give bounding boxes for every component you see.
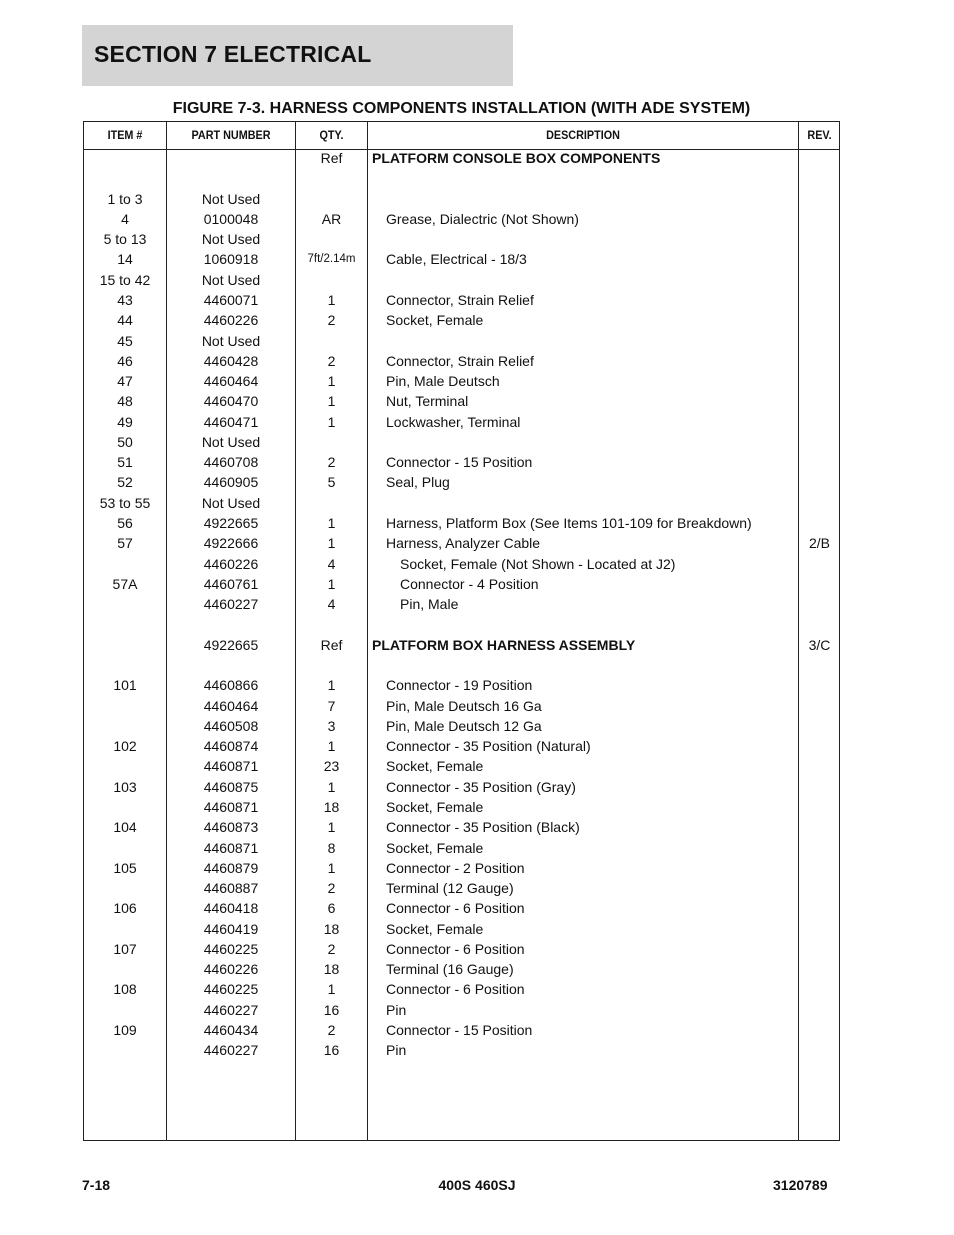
table-row — [84, 554, 839, 574]
part-number: 4460464 — [203, 373, 259, 390]
revision — [799, 655, 840, 675]
description: Terminal (16 Gauge) — [386, 961, 514, 978]
table-row — [84, 1040, 839, 1060]
part-number — [167, 168, 295, 188]
header-item: ITEM # — [107, 128, 143, 142]
item-number: 53 to 55 — [99, 494, 151, 511]
part-number: 4460428 — [203, 352, 259, 369]
part-number: 4460226 — [203, 961, 259, 978]
header-description: DESCRIPTION — [546, 128, 620, 142]
revision — [799, 249, 840, 269]
table-row — [84, 493, 839, 513]
table-row — [84, 797, 839, 817]
table-row — [84, 858, 839, 878]
item-number — [84, 1000, 166, 1020]
revision — [799, 797, 840, 817]
quantity — [296, 270, 367, 290]
part-number: Not Used — [201, 271, 261, 288]
revision — [799, 229, 840, 249]
revision — [799, 432, 840, 452]
quantity: 1 — [327, 373, 336, 390]
description — [368, 614, 798, 634]
table-row — [84, 716, 839, 736]
revision — [799, 777, 840, 797]
item-number — [84, 1040, 166, 1060]
part-number: Not Used — [201, 494, 261, 511]
description: Connector - 4 Position — [400, 575, 539, 592]
description: Socket, Female — [386, 758, 484, 775]
quantity: 1 — [327, 291, 336, 308]
description: Seal, Plug — [386, 474, 450, 491]
description — [368, 331, 798, 351]
quantity: 4 — [327, 555, 336, 572]
description: PLATFORM BOX HARNESS ASSEMBLY — [372, 636, 636, 653]
part-number: 4460227 — [203, 1042, 259, 1059]
table-row — [84, 391, 839, 411]
table-row — [84, 513, 839, 533]
part-number: 4460708 — [203, 454, 259, 471]
part-number: 4922666 — [203, 535, 259, 552]
part-number: 4460227 — [203, 1001, 259, 1018]
quantity: 2 — [327, 312, 336, 329]
item-number: 15 to 42 — [99, 271, 151, 288]
parts-table — [83, 121, 840, 1141]
quantity: 1 — [327, 677, 336, 694]
revision — [799, 371, 840, 391]
description — [368, 432, 798, 452]
description: Connector - 19 Position — [386, 677, 533, 694]
description — [368, 655, 798, 675]
quantity: 2 — [327, 880, 336, 897]
part-number: 4460871 — [203, 758, 259, 775]
item-number — [84, 959, 166, 979]
quantity: Ref — [320, 636, 343, 653]
table-row — [84, 817, 839, 837]
section-banner — [82, 25, 513, 86]
description — [368, 270, 798, 290]
description: PLATFORM CONSOLE BOX COMPONENTS — [372, 150, 661, 166]
item-number: 56 — [117, 515, 133, 532]
item-number: 51 — [117, 454, 133, 471]
table-row — [84, 148, 839, 168]
part-number: 4460905 — [203, 474, 259, 491]
part-number: 4460226 — [203, 312, 259, 329]
item-number: 48 — [117, 393, 133, 410]
quantity: 7 — [327, 697, 336, 714]
revision — [799, 979, 840, 999]
quantity: 16 — [323, 1042, 340, 1059]
quantity: 1 — [327, 535, 336, 552]
revision — [799, 331, 840, 351]
part-number: Not Used — [201, 190, 261, 207]
table-row — [84, 979, 839, 999]
revision — [799, 148, 840, 168]
table-row — [84, 898, 839, 918]
quantity — [296, 189, 367, 209]
revision — [799, 716, 840, 736]
table-row — [84, 290, 839, 310]
item-number: 101 — [113, 677, 137, 694]
table-row — [84, 594, 839, 614]
revision — [799, 959, 840, 979]
item-number: 103 — [113, 778, 137, 795]
part-number: 4460471 — [203, 413, 259, 430]
quantity: 6 — [327, 900, 336, 917]
part-number — [167, 614, 295, 634]
quantity: 23 — [323, 758, 340, 775]
item-number: 45 — [117, 332, 133, 349]
part-number: Not Used — [201, 231, 261, 248]
description: Pin, Male — [400, 596, 459, 613]
quantity: 2 — [327, 352, 336, 369]
item-number: 102 — [113, 738, 137, 755]
header-part-number: PART NUMBER — [191, 128, 271, 142]
table-row — [84, 351, 839, 371]
revision — [799, 270, 840, 290]
table-row — [84, 452, 839, 472]
item-number — [84, 696, 166, 716]
revision — [799, 1020, 840, 1040]
quantity — [296, 168, 367, 188]
description: Pin, Male Deutsch — [386, 373, 500, 390]
item-number: 47 — [117, 373, 133, 390]
revision — [799, 919, 840, 939]
revision — [799, 939, 840, 959]
description: Connector - 15 Position — [386, 454, 533, 471]
table-row — [84, 1000, 839, 1020]
item-number — [84, 716, 166, 736]
description: Pin, Male Deutsch 12 Ga — [386, 717, 542, 734]
item-number — [84, 614, 166, 634]
part-number: 4460879 — [203, 859, 259, 876]
revision — [799, 898, 840, 918]
revision — [799, 472, 840, 492]
table-row — [84, 574, 839, 594]
page-number: 7-18 — [82, 1177, 111, 1193]
part-number: 4460874 — [203, 738, 259, 755]
table-row — [84, 777, 839, 797]
description: Connector - 35 Position (Black) — [386, 819, 580, 836]
part-number: 4460871 — [203, 839, 259, 856]
quantity: 1 — [327, 413, 336, 430]
table-header — [84, 122, 839, 150]
quantity: 1 — [327, 859, 336, 876]
header-qty: QTY. — [319, 128, 344, 142]
description: Connector - 6 Position — [386, 940, 525, 957]
description: Connector, Strain Relief — [386, 291, 534, 308]
revision — [799, 594, 840, 614]
revision — [799, 493, 840, 513]
item-number: 4 — [121, 210, 129, 227]
quantity — [296, 493, 367, 513]
revision — [799, 614, 840, 634]
part-number: 1060918 — [203, 251, 259, 268]
description — [368, 493, 798, 513]
description — [368, 229, 798, 249]
table-row — [84, 472, 839, 492]
part-number: 4460871 — [203, 798, 259, 815]
revision — [799, 878, 840, 898]
quantity: 18 — [323, 961, 340, 978]
part-number: 4460434 — [203, 1022, 259, 1039]
item-number — [84, 878, 166, 898]
revision — [799, 189, 840, 209]
table-row — [84, 635, 839, 655]
item-number: 49 — [117, 413, 133, 430]
table-row — [84, 270, 839, 290]
quantity: 1 — [327, 819, 336, 836]
item-number: 5 to 13 — [103, 231, 147, 248]
table-row — [84, 614, 839, 634]
table-row — [84, 1020, 839, 1040]
table-row — [84, 432, 839, 452]
table-row — [84, 412, 839, 432]
revision — [799, 310, 840, 330]
revision — [799, 675, 840, 695]
revision: 2/B — [808, 535, 830, 552]
item-number: 46 — [117, 352, 133, 369]
description: Socket, Female — [386, 798, 484, 815]
table-row — [84, 533, 839, 553]
revision — [799, 817, 840, 837]
item-number: 109 — [113, 1022, 137, 1039]
quantity: 1 — [327, 393, 336, 410]
quantity: 1 — [327, 575, 336, 592]
revision — [799, 574, 840, 594]
table-row — [84, 249, 839, 269]
table-row — [84, 736, 839, 756]
revision — [799, 696, 840, 716]
quantity: 2 — [327, 940, 336, 957]
table-row — [84, 371, 839, 391]
quantity: AR — [321, 210, 342, 227]
part-number — [167, 148, 295, 168]
part-number: 4922665 — [203, 515, 259, 532]
description: Connector - 35 Position (Natural) — [386, 738, 591, 755]
revision — [799, 736, 840, 756]
item-number — [84, 838, 166, 858]
description — [368, 189, 798, 209]
item-number — [84, 797, 166, 817]
model-name: 400S 460SJ — [438, 1177, 516, 1193]
quantity: Ref — [320, 150, 343, 166]
description: Harness, Platform Box (See Items 101-109 for Breakdown) — [386, 515, 752, 532]
description: Harness, Analyzer Cable — [386, 535, 541, 552]
part-number: 4460071 — [203, 291, 259, 308]
revision — [799, 209, 840, 229]
description: Socket, Female — [386, 839, 484, 856]
table-row — [84, 229, 839, 249]
revision — [799, 756, 840, 776]
item-number: 108 — [113, 981, 137, 998]
quantity: 16 — [323, 1001, 340, 1018]
item-number: 52 — [117, 474, 133, 491]
quantity: 7ft/2.14m — [307, 253, 356, 266]
table-row — [84, 939, 839, 959]
table-row — [84, 756, 839, 776]
revision — [799, 391, 840, 411]
revision — [799, 513, 840, 533]
table-row — [84, 168, 839, 188]
part-number: 4460761 — [203, 575, 259, 592]
quantity — [296, 614, 367, 634]
revision — [799, 452, 840, 472]
part-number: 4460418 — [203, 900, 259, 917]
description: Connector - 2 Position — [386, 859, 525, 876]
part-number: 4460226 — [203, 555, 259, 572]
table-row — [84, 838, 839, 858]
item-number — [84, 756, 166, 776]
part-number: 4460873 — [203, 819, 259, 836]
item-number — [84, 148, 166, 168]
revision: 3/C — [808, 636, 831, 653]
table-row — [84, 878, 839, 898]
table-row — [84, 331, 839, 351]
item-number — [84, 635, 166, 655]
part-number: Not Used — [201, 433, 261, 450]
item-number — [84, 168, 166, 188]
description: Socket, Female (Not Shown - Located at J2) — [400, 555, 676, 572]
item-number: 50 — [117, 433, 133, 450]
quantity: 5 — [327, 474, 336, 491]
part-number: 0100048 — [203, 210, 259, 227]
description: Connector - 6 Position — [386, 981, 525, 998]
table-row — [84, 655, 839, 675]
part-number: 4460419 — [203, 920, 259, 937]
part-number: 4460470 — [203, 393, 259, 410]
quantity — [296, 432, 367, 452]
description: Nut, Terminal — [386, 393, 469, 410]
item-number — [84, 919, 166, 939]
item-number: 105 — [113, 859, 137, 876]
part-number: 4460227 — [203, 596, 259, 613]
table-row — [84, 959, 839, 979]
item-number: 57A — [112, 575, 138, 592]
revision — [799, 1040, 840, 1060]
description: Socket, Female — [386, 920, 484, 937]
description: Connector - 15 Position — [386, 1022, 533, 1039]
revision — [799, 858, 840, 878]
quantity: 1 — [327, 778, 336, 795]
item-number: 57 — [117, 535, 133, 552]
part-number — [167, 655, 295, 675]
item-number: 43 — [117, 291, 133, 308]
revision — [799, 554, 840, 574]
quantity: 4 — [327, 596, 336, 613]
item-number — [84, 655, 166, 675]
quantity — [296, 655, 367, 675]
item-number: 1 to 3 — [107, 190, 143, 207]
revision — [799, 290, 840, 310]
table-row — [84, 209, 839, 229]
quantity: 1 — [327, 515, 336, 532]
description: Pin — [386, 1042, 407, 1059]
part-number: 4460875 — [203, 778, 259, 795]
table-row — [84, 696, 839, 716]
part-number: 4922665 — [203, 636, 259, 653]
table-row — [84, 189, 839, 209]
document-number: 3120789 — [773, 1177, 828, 1193]
table-row — [84, 919, 839, 939]
table-body — [84, 149, 839, 1140]
part-number: 4460225 — [203, 981, 259, 998]
figure-title: FIGURE 7-3. HARNESS COMPONENTS INSTALLATION (WITH ADE SYSTEM) — [172, 100, 751, 117]
quantity: 8 — [327, 839, 336, 856]
quantity: 2 — [327, 454, 336, 471]
description: Lockwasher, Terminal — [386, 413, 521, 430]
revision — [799, 1000, 840, 1020]
item-number: 107 — [113, 940, 137, 957]
revision — [799, 351, 840, 371]
revision — [799, 838, 840, 858]
description: Pin — [386, 1001, 407, 1018]
quantity: 1 — [327, 981, 336, 998]
revision — [799, 168, 840, 188]
part-number: 4460866 — [203, 677, 259, 694]
quantity: 18 — [323, 920, 340, 937]
header-rev: REV. — [807, 128, 832, 142]
section-title: SECTION 7 ELECTRICAL — [94, 41, 372, 67]
part-number: 4460464 — [203, 697, 259, 714]
description: Connector, Strain Relief — [386, 352, 534, 369]
description: Connector - 6 Position — [386, 900, 525, 917]
part-number: Not Used — [201, 332, 261, 349]
item-number: 14 — [117, 251, 133, 268]
item-number — [84, 594, 166, 614]
description: Connector - 35 Position (Gray) — [386, 778, 576, 795]
item-number — [84, 554, 166, 574]
quantity: 1 — [327, 738, 336, 755]
item-number: 104 — [113, 819, 137, 836]
quantity — [296, 331, 367, 351]
quantity: 3 — [327, 717, 336, 734]
part-number: 4460508 — [203, 717, 259, 734]
part-number: 4460225 — [203, 940, 259, 957]
item-number: 44 — [117, 312, 133, 329]
description: Cable, Electrical - 18/3 — [386, 251, 527, 268]
description: Grease, Dialectric (Not Shown) — [386, 210, 579, 227]
description: Terminal (12 Gauge) — [386, 880, 514, 897]
description: Socket, Female — [386, 312, 484, 329]
revision — [799, 412, 840, 432]
item-number: 106 — [113, 900, 137, 917]
table-row — [84, 310, 839, 330]
quantity: 18 — [323, 798, 340, 815]
description — [368, 168, 798, 188]
part-number: 4460887 — [203, 880, 259, 897]
quantity — [296, 229, 367, 249]
table-row — [84, 675, 839, 695]
quantity: 2 — [327, 1022, 336, 1039]
description: Pin, Male Deutsch 16 Ga — [386, 697, 542, 714]
